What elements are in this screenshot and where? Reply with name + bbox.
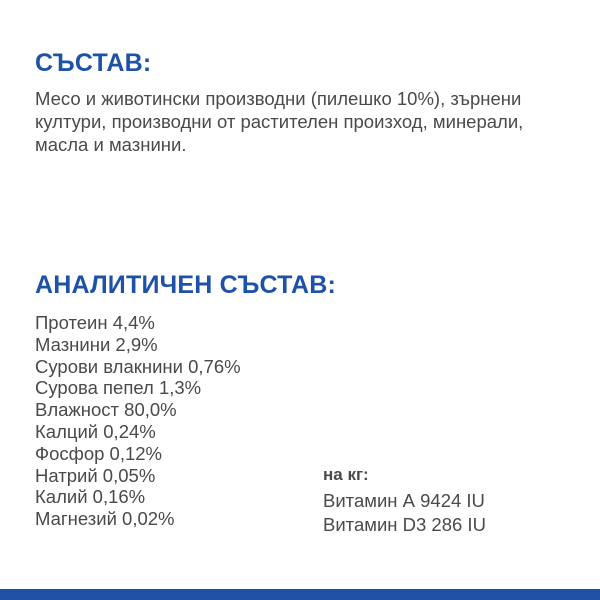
nutrient-crude-ash: Сурова пепел 1,3%: [35, 377, 202, 399]
nutrient-protein: Протеин 4,4%: [35, 312, 155, 333]
vitamins-block: [323, 463, 486, 537]
nutrient-fat: Мазнини 2,9%: [35, 333, 158, 355]
nutrient-calcium: Калций 0,24%: [35, 420, 156, 442]
composition-heading: СЪСТАВ:: [35, 49, 152, 77]
analytical-composition-heading: АНАЛИТИЧЕН СЪСТАВ:: [35, 271, 337, 299]
nutrient-list: [35, 312, 241, 530]
vitamin-list: [323, 489, 486, 537]
vitamin-d3: Витамин D3 286 IU: [323, 514, 486, 535]
vitamin-a: Витамин А 9424 IU: [323, 490, 485, 511]
nutrient-potassium: Калий 0,16%: [35, 486, 146, 508]
per-kg-label: на кг:: [323, 465, 369, 484]
nutrient-magnesium: Магнезий 0,02%: [35, 508, 175, 530]
nutrient-crude-fibre: Сурови влакнини 0,76%: [35, 355, 241, 377]
bottom-accent-bar: [0, 589, 600, 600]
nutrient-sodium: Натрий 0,05%: [35, 464, 156, 486]
composition-text: Месо и животински производни (пилешко 10%), зърнени култури, производни от растителен произход, минерали, масла и мазнини.: [35, 88, 524, 155]
nutrient-moisture: Влажност 80,0%: [35, 399, 177, 421]
nutrient-phosphorus: Фосфор 0,12%: [35, 442, 162, 464]
